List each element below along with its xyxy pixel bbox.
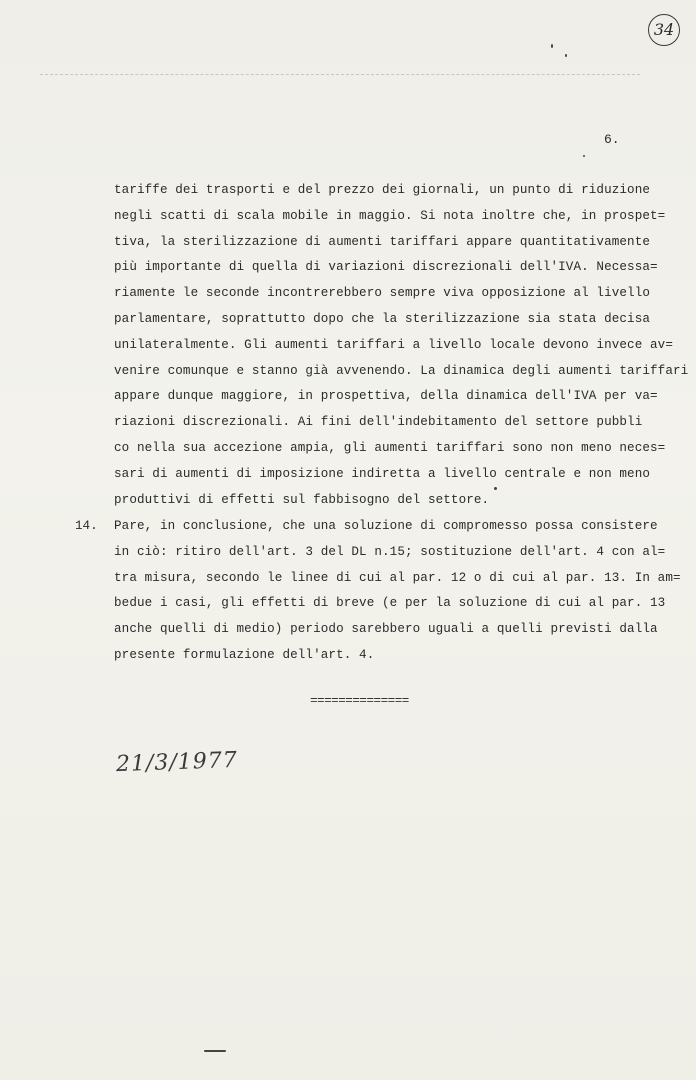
handwritten-date: 21/3/1977 bbox=[115, 747, 239, 778]
page-number: 6. bbox=[604, 132, 620, 147]
text-line: riazioni discrezionali. Ai fini dell'indebitamento del settore pubbli bbox=[114, 415, 643, 430]
text-line: anche quelli di medio) periodo sarebbero uguali a quelli previsti dalla bbox=[114, 622, 658, 637]
text-line: riamente le seconde incontrerebbero sempre viva opposizione al livello bbox=[114, 286, 651, 301]
scan-speck bbox=[551, 44, 553, 48]
text-line: Pare, in conclusione, che una soluzione di compromesso possa consistere bbox=[114, 519, 658, 533]
folio-mark: 34 bbox=[648, 14, 680, 46]
item-number: 14. bbox=[75, 519, 98, 533]
text-line: sari di aumenti di imposizione indiretta a livello centrale e non meno bbox=[114, 466, 651, 481]
text-line: parlamentare, soprattutto dopo che la sterilizzazione sia stata decisa bbox=[114, 311, 651, 326]
text-line: produttivi di effetti sul fabbisogno del settore. bbox=[114, 492, 490, 507]
text-line: tra misura, secondo le linee di cui al par. 12 o di cui al par. 13. In am= bbox=[114, 570, 681, 585]
paragraph-1 bbox=[114, 178, 689, 513]
text-line: negli scatti di scala mobile in maggio. Si nota inoltre che, in prospet= bbox=[114, 208, 666, 223]
text-line: unilateralmente. Gli aumenti tariffari a livello locale devono invece av= bbox=[114, 337, 673, 352]
text-line: in ciò: ritiro dell'art. 3 del DL n.15; sostituzione dell'art. 4 con al= bbox=[114, 544, 666, 559]
text-line: più importante di quella di variazioni discrezionali dell'IVA. Necessa= bbox=[114, 260, 658, 275]
scan-speck bbox=[583, 155, 585, 157]
scan-speck bbox=[494, 487, 497, 490]
text-line: venire comunque e stanno già avvenendo. La dinamica degli aumenti tariffari bbox=[114, 363, 689, 378]
text-line: appare dunque maggiore, in prospettiva, della dinamica dell'IVA per va= bbox=[114, 389, 658, 404]
separator-line: ============== bbox=[310, 694, 409, 708]
text-line: tariffe dei trasporti e del prezzo dei giornali, un punto di riduzione bbox=[114, 183, 651, 197]
scan-speck bbox=[204, 1050, 226, 1052]
scan-speck bbox=[565, 54, 567, 57]
text-line: presente formulazione dell'art. 4. bbox=[114, 647, 375, 662]
text-line: tiva, la sterilizzazione di aumenti tariffari appare quantitativamente bbox=[114, 234, 651, 249]
paragraph-2 bbox=[114, 514, 681, 669]
text-line: bedue i casi, gli effetti di breve (e per la soluzione di cui al par. 13 bbox=[114, 596, 666, 611]
top-scan-rule bbox=[40, 74, 640, 75]
text-line: co nella sua accezione ampia, gli aumenti tariffari sono non meno neces= bbox=[114, 440, 666, 455]
